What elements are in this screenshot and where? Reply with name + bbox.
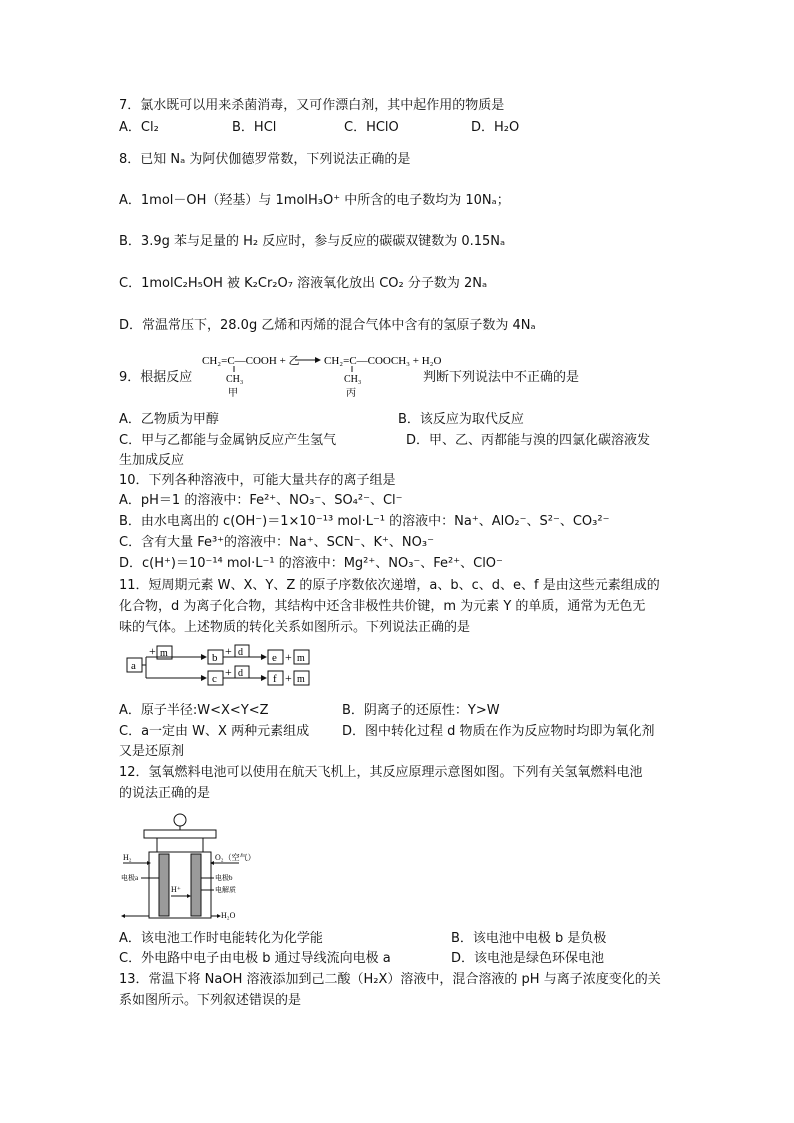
q12-label-h2: H₂ [123, 853, 132, 862]
q11-plus-4: + [225, 665, 232, 679]
q11-node-c: c [212, 673, 217, 685]
q11-option-b: B．阴离子的还原性：Y>W [342, 703, 500, 718]
q9-reaction-equation [200, 350, 442, 400]
q11-node-b: b [212, 652, 218, 664]
q9-option-a: A．乙物质为甲醇 [119, 412, 219, 427]
q11-stem-line-1: 11．短周期元素 W、X、Y、Z 的原子序数依次递增，a、b、c、d、e、f 是由这些元素组成的 [119, 578, 660, 593]
q10-option-d: D．c(H⁺)＝10⁻¹⁴ mol·L⁻¹ 的溶液中：Mg²⁺、NO₃⁻、Fe²⁺、ClO⁻ [119, 556, 503, 571]
q9-reaction-right: CH₂=C—COOCH₃ + H₂O [324, 355, 442, 367]
q12-label-electrode-a: 电极a [121, 874, 139, 882]
q11-node-m-2: m [297, 653, 305, 664]
q11-plus-1: + [149, 644, 156, 658]
q7-option-a: A．Cl₂ [119, 120, 159, 135]
q7-option-d: D．H₂O [471, 120, 520, 135]
q9-reaction-left: CH₂=C—COOH + 乙 [202, 355, 300, 367]
q8-stem: 8．已知 Nₐ 为阿伏伽德罗常数，下列说法正确的是 [119, 152, 411, 167]
q10-stem: 10．下列各种溶液中，可能大量共存的离子组是 [119, 473, 396, 488]
q12-label-h-plus: H⁺ [171, 885, 181, 894]
q11-option-d: D．图中转化过程 d 物质在作为反应物时均即为氧化剂 [342, 724, 655, 739]
q9-sub-right: CH₃ [344, 374, 362, 385]
q9-sub-left: CH₃ [226, 374, 244, 385]
q12-label-h2o: H₂O [221, 911, 236, 920]
q11-node-f: f [273, 673, 277, 685]
q11-node-m-3: m [297, 674, 305, 685]
q11-plus-2: + [225, 644, 232, 658]
q11-node-d-2: d [238, 668, 243, 679]
q12-fuel-cell-diagram [119, 808, 256, 923]
q12-option-c: C．外电路中电子由电极 b 通过导线流向电极 a [119, 951, 391, 966]
q11-option-d-cont: 又是还原剂 [119, 744, 185, 759]
q11-stem-line-3: 味的气体。上述物质的转化关系如图所示。下列说法正确的是 [119, 620, 471, 635]
q11-option-c: C．a一定由 W、X 两种元素组成 [119, 724, 310, 739]
q11-option-a: A．原子半径:W<X<Y<Z [119, 703, 269, 718]
q8-option-a: A．1mol－OH（羟基）与 1molH₃O⁺ 中所含的电子数均为 10Nₐ； [119, 193, 510, 208]
q12-stem-line-2: 的说法正确的是 [119, 786, 211, 801]
q13-stem-line-2: 系如图所示。下列叙述错误的是 [119, 993, 302, 1008]
q9-label-right: 丙 [346, 388, 356, 399]
q12-label-o2: O₂（空气） [215, 853, 256, 862]
q8-option-b: B．3.9g 苯与足量的 H₂ 反应时，参与反应的碳碳双键数为 0.15Nₐ [119, 234, 506, 249]
q8-option-c: C．1molC₂H₅OH 被 K₂Cr₂O₇ 溶液氧化放出 CO₂ 分子数为 2Nₐ [119, 276, 488, 291]
q10-option-b: B．由水电离出的 c(OH⁻)＝1×10⁻¹³ mol·L⁻¹ 的溶液中：Na⁺、AlO₂⁻、S²⁻、CO₃²⁻ [119, 514, 610, 529]
q12-option-b: B．该电池中电极 b 是负极 [451, 931, 607, 946]
q11-node-e: e [272, 652, 277, 664]
q11-node-d-1: d [238, 647, 243, 658]
q11-plus-5: + [285, 671, 292, 685]
q12-option-a: A．该电池工作时电能转化为化学能 [119, 931, 323, 946]
q11-node-a: a [131, 660, 136, 672]
q11-plus-3: + [285, 650, 292, 664]
q9-stem-pre: 9．根据反应 [119, 370, 193, 385]
q7-stem: 7．氯水既可以用来杀菌消毒，又可作漂白剂，其中起作用的物质是 [119, 98, 505, 113]
q9-stem-post: 判断下列说法中不正确的是 [423, 370, 580, 385]
q11-conversion-diagram [119, 643, 319, 693]
q7-option-c: C．HClO [344, 120, 399, 135]
q8-option-d: D．常温常压下，28.0g 乙烯和丙烯的混合气体中含有的氢原子数为 4Nₐ [119, 318, 536, 333]
q7-option-b: B．HCl [232, 120, 277, 135]
q12-stem-line-1: 12．氢氧燃料电池可以使用在航天飞机上，其反应原理示意图如图。下列有关氢氧燃料电池 [119, 765, 643, 780]
q9-option-c: C．甲与乙都能与金属钠反应产生氢气 [119, 433, 337, 448]
q10-option-a: A．pH＝1 的溶液中：Fe²⁺、NO₃⁻、SO₄²⁻、Cl⁻ [119, 493, 403, 508]
q12-label-electrode-b: 电极b [215, 874, 233, 882]
q9-label-left: 甲 [228, 388, 238, 399]
q13-stem-line-1: 13．常温下将 NaOH 溶液添加到己二酸（H₂X）溶液中，混合溶液的 pH 与离子浓度变化的关 [119, 972, 661, 987]
q9-option-d-cont: 生加成反应 [119, 453, 185, 468]
q11-node-m-1: m [160, 648, 168, 659]
q11-stem-line-2: 化合物，d 为离子化合物，其结构中还含非极性共价键，m 为元素 Y 的单质，通常为无色无 [119, 599, 646, 614]
q9-option-d: D．甲、乙、丙都能与溴的四氯化碳溶液发 [406, 433, 651, 448]
q10-option-c: C．含有大量 Fe³⁺的溶液中：Na⁺、SCN⁻、K⁺、NO₃⁻ [119, 535, 434, 550]
q12-option-d: D．该电池是绿色环保电池 [451, 951, 605, 966]
q12-label-electrolyte: 电解质 [215, 886, 236, 894]
q9-option-b: B．该反应为取代反应 [398, 412, 524, 427]
